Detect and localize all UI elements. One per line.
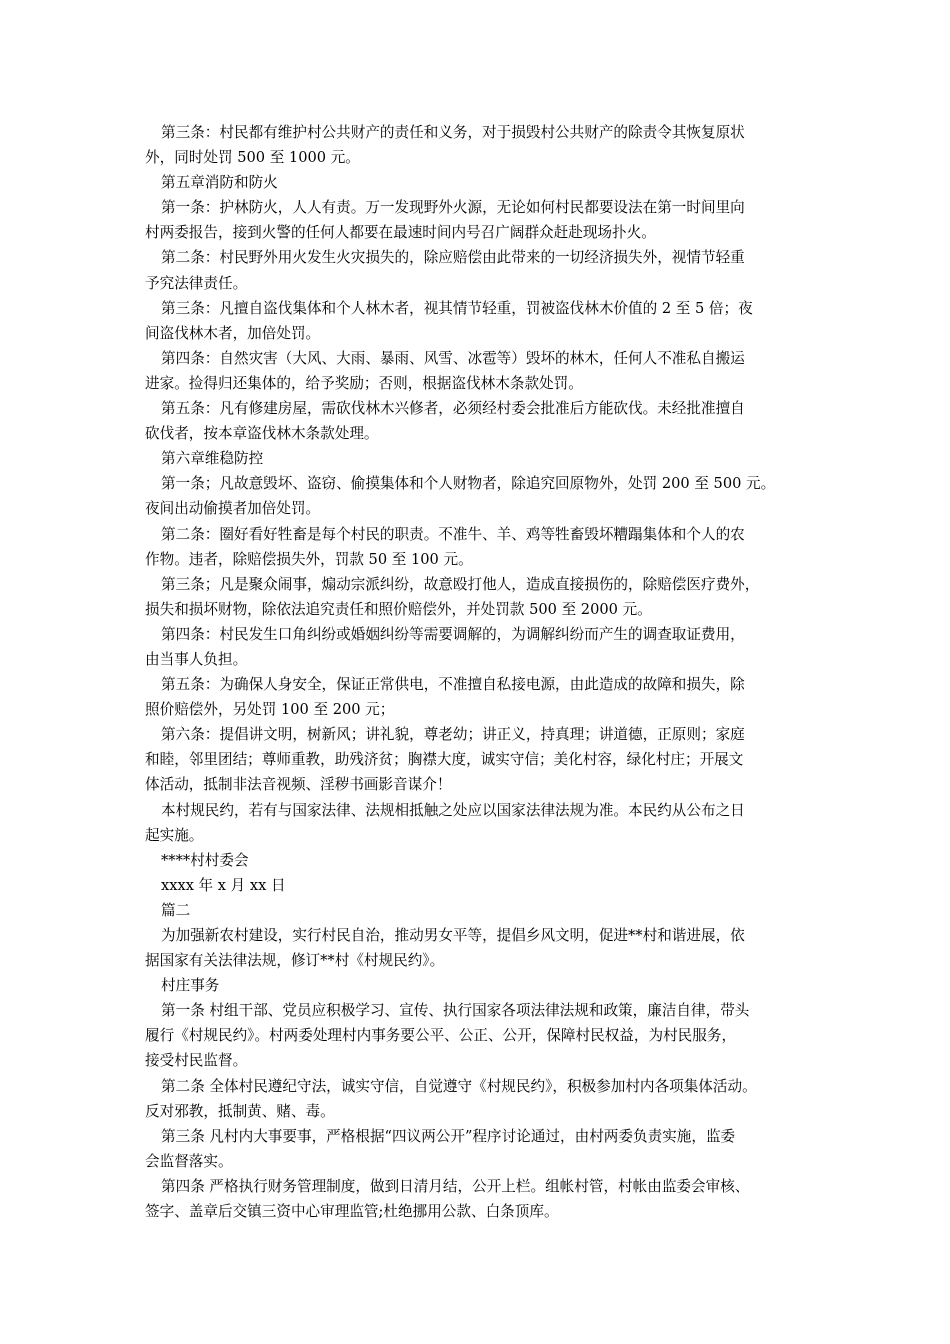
text-line: 外，同时处罚 500 至 1000 元。 <box>145 149 360 167</box>
text-line: xxxx 年 x 月 xx 日 <box>161 876 286 894</box>
text-line: 间盗伐林木者，加倍处罚。 <box>145 324 321 342</box>
text-line: 第四条 严格执行财务管理制度，做到日清月结，公开上栏。组帐村管，村帐由监委会审核、 <box>161 1177 750 1195</box>
paragraph <box>145 923 825 973</box>
text-line: 反对邪教，抵制黄、赌、毒。 <box>145 1102 335 1120</box>
text-line: 第六条：提倡讲文明，树新风；讲礼貌，尊老幼；讲正义，持真理；讲道德，正原则；家庭 <box>161 726 745 744</box>
text-line: 据国家有关法律法规，修订**村《村规民约》。 <box>145 952 445 970</box>
text-line: 第一条 村组干部、党员应积极学习、宣传、执行国家各项法律法规和政策，廉洁自律，带头 <box>161 1002 750 1020</box>
text-line: 第五条：为确保人身安全，保证正常供电，不准擅自私接电源，由此造成的故障和损失，除 <box>161 676 745 694</box>
text-line: 第三条：村民都有维护村公共财产的责任和义务，对于损毁村公共财产的除责令其恢复原状 <box>161 124 745 141</box>
paragraph <box>145 1124 825 1174</box>
text-line: 第二条：圈好看好牲畜是每个村民的职责。不准牛、羊、鸡等牲畜毁坏糟蹋集体和个人的农 <box>161 525 745 543</box>
paragraph <box>145 848 825 873</box>
paragraph <box>145 873 825 898</box>
text-line: 体活动，抵制非法音视频、淫秽书画影音谋介！ <box>145 776 452 794</box>
text-line: 篇二 <box>161 901 191 919</box>
paragraph <box>145 998 825 1073</box>
text-line: 作物。违者，除赔偿损失外，罚款 50 至 100 元。 <box>145 550 473 568</box>
text-line: 砍伐者，按本章盗伐林木条款处理。 <box>145 425 379 443</box>
paragraph <box>145 1074 825 1124</box>
text-line: 第一条；凡故意毁坏、盗窃、偷摸集体和个人财物者，除追究回原物外，处罚 200 至 500 元。 <box>161 475 776 493</box>
text-line: 第四条：村民发生口角纠纷或婚姻纠纷等需要调解的，为调解纠纷而产生的调查取证费用， <box>161 625 745 643</box>
text-line: 由当事人负担。 <box>145 650 248 668</box>
text-line: 损失和损坏财物，除依法追究责任和照价赔偿外，并处罚款 500 至 2000 元。 <box>145 600 652 618</box>
text-line: 接受村民监督。 <box>145 1052 248 1070</box>
paragraph <box>145 170 825 195</box>
text-line: 夜间出动偷摸者加倍处罚。 <box>145 500 321 518</box>
text-line: 第三条：凡擅自盗伐集体和个人林木者，视其情节轻重，罚被盗伐林木价值的 2 至 5 倍；夜 <box>161 299 753 317</box>
text-line: 签字、盖章后交镇三资中心审理监管;杜绝挪用公款、白条顶库。 <box>145 1203 559 1221</box>
paragraph <box>145 672 825 722</box>
text-line: 第五条：凡有修建房屋，需砍伐林木兴修者，必须经村委会批准后方能砍伐。未经批准擅自 <box>161 400 745 418</box>
paragraph <box>145 120 825 170</box>
paragraph <box>145 446 825 471</box>
text-line: 第四条：自然灾害（大风、大雨、暴雨、风雪、冰雹等）毁坏的林木，任何人不准私自搬运 <box>161 349 745 367</box>
text-line: 第一条：护林防火，人人有责。万一发现野外火源，无论如何村民都要设法在第一时间里向 <box>161 199 745 217</box>
text-line: 履行《村规民约》。村两委处理村内事务要公平、公正、公开，保障村民权益，为村民服务， <box>145 1027 737 1045</box>
text-line: 本村规民约，若有与国家法律、法规相抵触之处应以国家法律法规为准。本民约从公布之日 <box>161 801 745 819</box>
paragraph <box>145 245 825 295</box>
text-line: 进家。捡得归还集体的，给予奖励；否则，根据盗伐林木条款处罚。 <box>145 374 583 392</box>
document-body <box>145 120 825 1224</box>
text-line: 第五章消防和防火 <box>161 174 278 192</box>
paragraph <box>145 798 825 848</box>
text-line: 村两委报告，接到火警的任何人都要在最速时间内号召广阔群众赶赴现场扑火。 <box>145 224 656 242</box>
paragraph <box>145 722 825 797</box>
paragraph <box>145 898 825 923</box>
text-line: 第三条；凡是聚众闹事，煽动宗派纠纷，故意殴打他人，造成直接损伤的，除赔偿医疗费外， <box>161 575 760 593</box>
text-line: 和睦，邻里团结；尊师重教，助残济贫；胸襟大度，诚实守信；美化村容，绿化村庄；开展文 <box>145 751 744 769</box>
text-line: 为加强新农村建设，实行村民自治，推动男女平等，提倡乡风文明，促进**村和谐进展，依 <box>161 927 745 944</box>
paragraph <box>145 471 825 521</box>
paragraph <box>145 396 825 446</box>
text-line: 第二条：村民野外用火发生火灾损失的，除应赔偿由此带来的一切经济损失外，视情节轻重 <box>161 249 745 267</box>
paragraph <box>145 346 825 396</box>
text-line: 第二条 全体村民遵纪守法，诚实守信，自觉遵守《村规民约》，积极参加村内各项集体活动。 <box>161 1077 757 1095</box>
text-line: 会监督落实。 <box>145 1152 233 1170</box>
text-line: ****村村委会 <box>161 851 249 869</box>
text-line: 予究法律责任。 <box>145 274 248 292</box>
paragraph <box>145 622 825 672</box>
text-line: 第三条 凡村内大事要事，严格根据“四议两公开”程序讨论通过，由村两委负责实施，监委 <box>161 1127 736 1145</box>
paragraph <box>145 572 825 622</box>
paragraph <box>145 195 825 245</box>
paragraph <box>145 522 825 572</box>
text-line: 第六章维稳防控 <box>161 450 264 468</box>
text-line: 照价赔偿外，另处罚 100 至 200 元； <box>145 701 395 719</box>
text-line: 村庄事务 <box>161 977 220 995</box>
paragraph <box>145 296 825 346</box>
paragraph <box>145 973 825 998</box>
text-line: 起实施。 <box>145 826 204 844</box>
paragraph <box>145 1174 825 1224</box>
